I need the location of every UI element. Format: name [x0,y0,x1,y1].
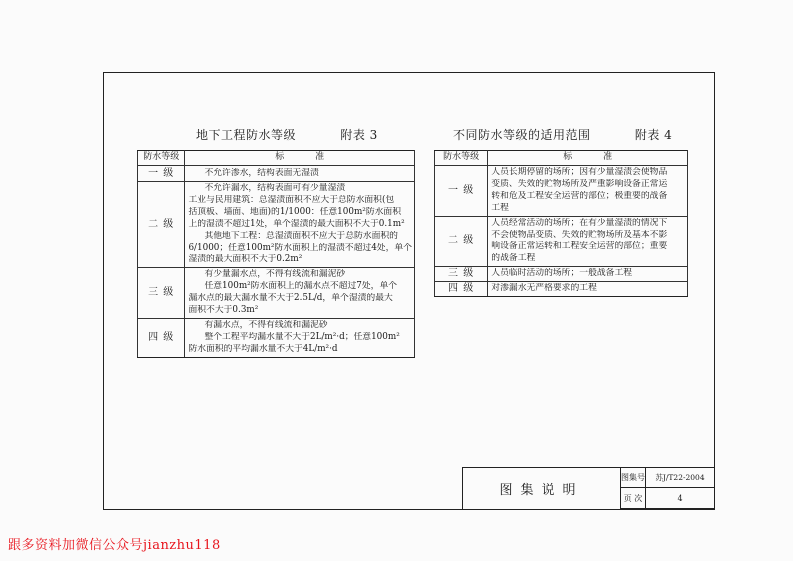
table-row [138,182,415,268]
grade-cell: 一 级 [435,166,488,217]
atlas-number-label: 图集号 [621,468,646,488]
standard-line: 面积不大于0.3m² [188,305,259,316]
table3-label: 附表 3 [340,128,378,142]
standard-line: 括顶板、墙面、地面)的1/1000：任意100m²防水面积 [188,206,402,217]
standard-cell [185,318,415,357]
table-row [138,268,415,319]
standard-line: 漏水点的最大漏水量不大于2.5L/d，单个湿渍的最大 [188,293,393,304]
standard-line: 工业与民用建筑：总湿渍面积不应大于总防水面积(包 [188,194,395,205]
scope-cell [488,282,688,297]
scope-line: 工程 [491,202,509,213]
standard-line: 有漏水点，不得有线流和漏泥砂 [204,319,328,330]
grade-cell: 三 级 [435,267,488,282]
title-block [462,467,715,510]
scope-cell [488,267,688,282]
standard-cell [185,268,415,319]
standard-cell [185,182,415,268]
scope-line: 不会使物品变质、失效的贮物场所及基本不影 [491,229,668,240]
scope-line: 人员临时活动的场所；一般战备工程 [491,268,633,279]
scope-line: 变质、失效的贮物场所及严重影响设备正常运 [491,178,668,189]
atlas-number-value: 苏J/T22-2004 [646,468,715,488]
table-row [435,282,688,297]
table-row [435,267,688,282]
table4-name: 不同防水等级的适用范围 [453,128,591,142]
table-row [138,166,415,182]
scope-cell [488,166,688,217]
table3-title [196,126,378,143]
standard-line: 防水面积的平均漏水量不大于4L/m²·d [188,343,338,354]
table-row [435,166,688,217]
standard-line: 有少量漏水点，不得有线流和漏泥砂 [204,269,346,280]
standard-line: 湿渍的最大面积不大于0.2m² [188,254,303,265]
scope-line: 人员经常活动的场所；在有少量湿渍的情况下 [491,217,668,228]
grade-cell: 三 级 [138,268,185,319]
table4-label: 附表 4 [634,128,673,142]
standard-line: 不允许漏水，结构表面可有少量湿渍 [204,183,346,193]
grade-cell: 一 级 [138,166,185,182]
table3-header-standard: 标 准 [185,151,415,166]
table4-header-grade: 防水等级 [435,151,488,166]
scope-line: 响设备正常运转和工程安全运营的部位；重要 [491,241,668,252]
table3-header-grade: 防水等级 [138,151,185,166]
table3 [137,150,415,358]
standard-line: 上的湿渍不超过1处，单个湿渍的最大面积不大于0.1m² [188,218,405,229]
table3-name: 地下工程防水等级 [196,128,297,142]
standard-cell [185,166,415,182]
watermark-text: 跟多资料加微信公众号jianzhu118 [8,538,221,553]
grade-cell: 二 级 [138,182,185,268]
table4-header-standard: 标 准 [488,151,688,166]
title-block-name: 图集说明 [463,468,621,509]
standard-line: 6/1000；任意100m²防水面积上的湿渍不超过4处，单个 [188,242,412,253]
scope-cell [488,216,688,267]
table-row [138,318,415,357]
page-number-label: 页 次 [621,488,646,509]
grade-cell: 二 级 [435,216,488,267]
page-number-value: 4 [646,488,715,509]
standard-line: 不允许渗水，结构表面无湿渍 [204,167,319,178]
scope-line: 对渗漏水无严格要求的工程 [491,283,597,294]
scope-line: 转和危及工程安全运营的部位；极重要的战备 [491,190,668,201]
grade-cell: 四 级 [138,318,185,357]
standard-line: 整个工程平均漏水量不大于2L/m²·d；任意100m² [204,331,400,342]
grade-cell: 四 级 [435,282,488,297]
table4 [434,150,688,297]
standard-line: 其他地下工程：总湿渍面积不应大于总防水面积的 [204,230,398,241]
scope-line: 人员长期停留的场所；因有少量湿渍会使物品 [491,167,668,177]
table-row [435,216,688,267]
standard-line: 任意100m²防水面积上的漏水点不超过7处，单个 [204,281,398,292]
table4-title [453,126,672,143]
scope-line: 的战备工程 [491,253,536,264]
